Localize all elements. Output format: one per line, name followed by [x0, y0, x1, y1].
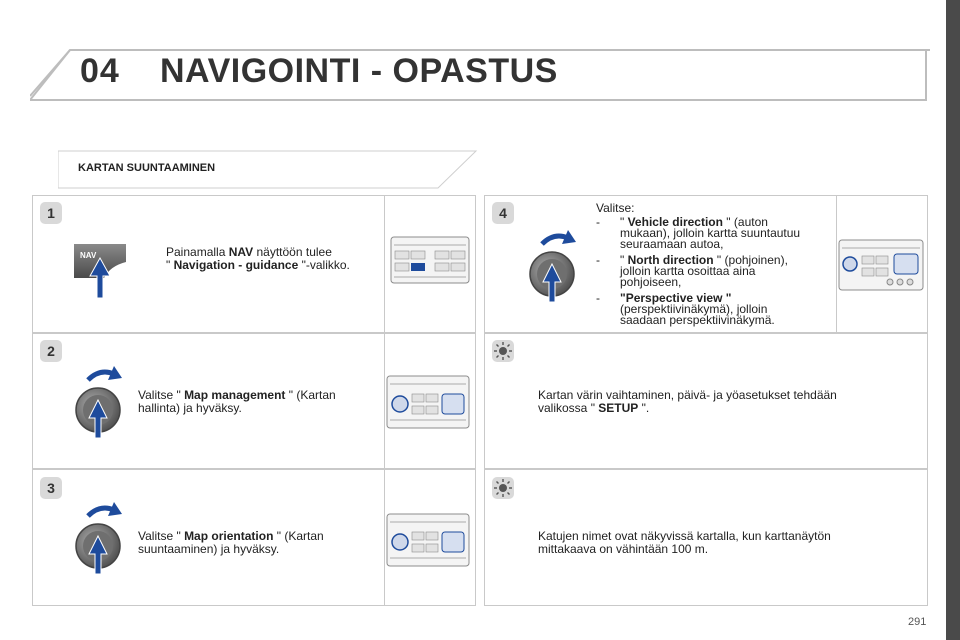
- text-segment: "-valikko.: [298, 258, 350, 272]
- step-number-badge: 4: [492, 202, 514, 224]
- step-4-intro: Valitse:: [596, 201, 635, 215]
- text-segment: Katujen nimet ovat näkyvissä kartalla, kun karttanäytön: [538, 529, 831, 543]
- text-segment: pohjoiseen,: [620, 275, 682, 289]
- key-name: NAV: [228, 245, 254, 259]
- option-item: [596, 217, 834, 250]
- option-item: [596, 293, 834, 326]
- chapter-number: 04: [80, 52, 120, 90]
- menu-name: Map management: [184, 388, 286, 402]
- page-title: NAVIGOINTI - OPASTUS: [160, 52, 558, 90]
- radio-unit-illustration: [838, 238, 924, 292]
- radio-unit-illustration: [386, 512, 470, 568]
- text-segment: ".: [638, 401, 650, 415]
- tip-2-text: [538, 530, 831, 556]
- rotary-knob-illustration: [70, 502, 130, 576]
- panel-divider: [384, 195, 385, 333]
- option-name: Vehicle direction: [627, 215, 723, 229]
- text-segment: Painamalla: [166, 245, 229, 259]
- text-segment: ": [620, 253, 628, 267]
- option-item: [596, 255, 834, 288]
- page-edge-bar: [946, 0, 960, 640]
- text-segment: " (Kartan: [285, 388, 336, 402]
- nav-button-label: NAV: [80, 251, 97, 260]
- text-segment: jolloin kartta osoittaa aina: [620, 264, 756, 278]
- list-dash: -: [596, 215, 600, 229]
- section-title: KARTAN SUUNTAAMINEN: [78, 162, 216, 174]
- option-name: "Perspective view ": [620, 291, 732, 305]
- text-segment: Valitse ": [138, 529, 185, 543]
- text-segment: suuntaaminen) ja hyväksy.: [138, 542, 280, 556]
- list-dash: -: [596, 253, 600, 267]
- list-dash: -: [596, 291, 600, 305]
- tip-1-text: [538, 389, 837, 415]
- text-segment: " (auton: [722, 215, 768, 229]
- text-segment: hallinta) ja hyväksy.: [138, 401, 242, 415]
- text-segment: saadaan perspektiivinäkymä.: [620, 313, 775, 327]
- step-number-badge: 2: [40, 340, 62, 362]
- rotary-knob-illustration: [70, 366, 130, 440]
- radio-unit-illustration: [386, 374, 470, 430]
- lightbulb-icon: [492, 340, 514, 362]
- lightbulb-icon: [492, 477, 514, 499]
- text-segment: ": [620, 215, 628, 229]
- menu-name: Map orientation: [184, 529, 274, 543]
- step-number-badge: 1: [40, 202, 62, 224]
- text-segment: mukaan), jolloin kartta suuntautuu: [620, 226, 801, 240]
- menu-name: SETUP: [598, 401, 639, 415]
- step-number-badge: 3: [40, 477, 62, 499]
- step-1-text: [166, 246, 350, 272]
- panel-divider: [836, 195, 837, 333]
- text-segment: " (pohjoinen),: [713, 253, 788, 267]
- page-number: 291: [908, 616, 927, 628]
- step-3-text: [138, 530, 324, 556]
- text-segment: näyttöön tulee: [253, 245, 332, 259]
- tip-bulb-badge: [492, 340, 514, 362]
- panel-divider: [384, 469, 385, 606]
- step-4-options: [596, 217, 834, 331]
- step-2-text: [138, 389, 336, 415]
- text-segment: mittakaava on vähintään 100 m.: [538, 542, 709, 556]
- text-segment: seuraamaan autoa,: [620, 237, 724, 251]
- radio-unit-illustration: [390, 235, 470, 285]
- panel-divider: [384, 333, 385, 469]
- text-segment: ": [166, 258, 174, 272]
- tip-bulb-badge: [492, 477, 514, 499]
- text-segment: Kartan värin vaihtaminen, päivä- ja yöasetukset tehdään: [538, 388, 837, 402]
- text-segment: (perspektiivinäkymä), jolloin: [620, 302, 768, 316]
- option-name: North direction: [627, 253, 714, 267]
- rotary-knob-illustration: [524, 230, 584, 304]
- menu-name: Navigation - guidance: [173, 258, 299, 272]
- nav-button-illustration: [70, 240, 130, 300]
- text-segment: Valitse ": [138, 388, 185, 402]
- text-segment: valikossa ": [538, 401, 599, 415]
- text-segment: " (Kartan: [273, 529, 324, 543]
